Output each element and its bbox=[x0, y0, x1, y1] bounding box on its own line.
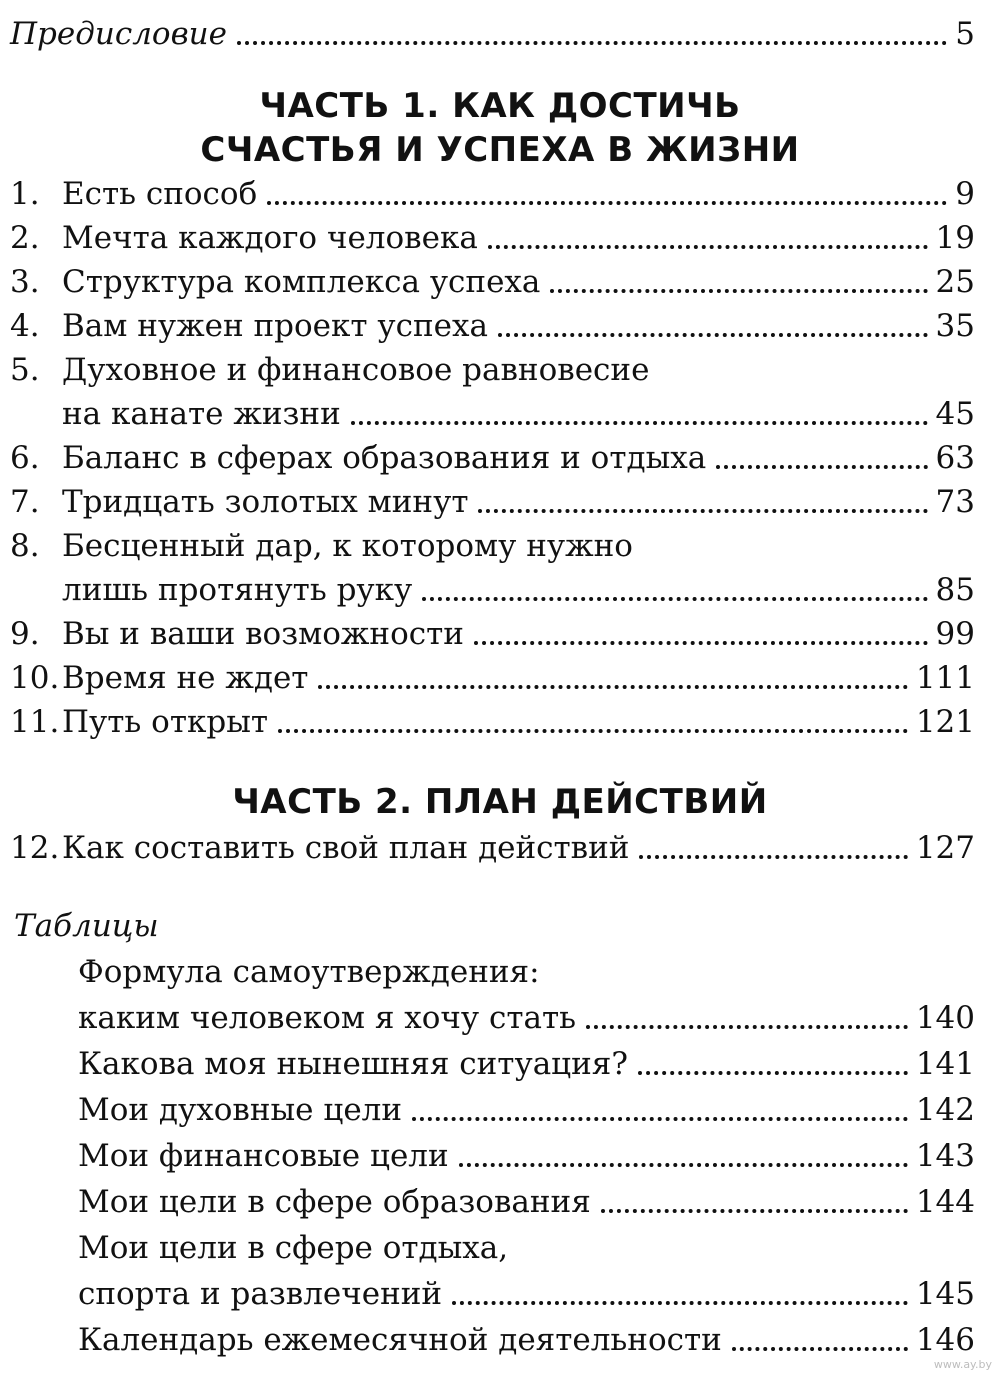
item-title: Время не ждет bbox=[62, 660, 309, 696]
part1-heading-line1: ЧАСТЬ 1. КАК ДОСТИЧЬ bbox=[259, 86, 741, 126]
item-page: 63 bbox=[935, 440, 975, 476]
dot-leader bbox=[474, 641, 928, 645]
item-title: Духовное и финансовое равновесие bbox=[62, 352, 650, 388]
toc-item-6 bbox=[0, 436, 975, 480]
item-title: Мечта каждого человека bbox=[62, 220, 478, 256]
table-item-6-line1 bbox=[78, 1226, 975, 1270]
toc-item-7 bbox=[0, 480, 975, 524]
dot-leader bbox=[639, 855, 907, 859]
toc-item-9 bbox=[0, 612, 975, 656]
toc-item-3 bbox=[0, 260, 975, 304]
dot-leader bbox=[452, 1301, 908, 1305]
table-item-7 bbox=[78, 1318, 975, 1362]
dot-leader bbox=[586, 1025, 908, 1029]
item-title: Есть способ bbox=[62, 176, 258, 212]
item-page: 127 bbox=[915, 830, 975, 866]
dot-leader bbox=[550, 289, 927, 293]
dot-leader bbox=[412, 1117, 908, 1121]
item-title-continued: лишь протянуть руку bbox=[62, 572, 413, 608]
preface-page: 5 bbox=[955, 16, 975, 52]
table-page: 145 bbox=[915, 1276, 975, 1312]
item-title-continued: на канате жизни bbox=[62, 396, 341, 432]
item-title: Вам нужен проект успеха bbox=[62, 308, 488, 344]
toc-item-12 bbox=[0, 826, 975, 870]
table-title: Мои духовные цели bbox=[78, 1092, 403, 1128]
tables-section-label: Таблицы bbox=[14, 908, 159, 944]
table-title: Мои финансовые цели bbox=[78, 1138, 449, 1174]
item-page: 25 bbox=[935, 264, 975, 300]
table-item-1-line2 bbox=[78, 996, 975, 1040]
table-page: 140 bbox=[915, 1000, 975, 1036]
dot-leader bbox=[278, 729, 908, 733]
dot-leader bbox=[478, 509, 927, 513]
item-page: 121 bbox=[915, 704, 975, 740]
item-number: 12. bbox=[10, 830, 60, 866]
item-page: 85 bbox=[935, 572, 975, 608]
toc-item-10 bbox=[0, 656, 975, 700]
table-item-6-line2 bbox=[78, 1272, 975, 1316]
item-number: 5. bbox=[10, 352, 40, 388]
item-number: 7. bbox=[10, 484, 40, 520]
dot-leader bbox=[351, 421, 928, 425]
item-number: 8. bbox=[10, 528, 40, 564]
item-number: 1. bbox=[10, 176, 40, 212]
part1-heading-line2: СЧАСТЬЯ И УСПЕХА В ЖИЗНИ bbox=[200, 130, 800, 170]
table-title: Формула самоутверждения: bbox=[78, 954, 540, 990]
toc-item-2 bbox=[0, 216, 975, 260]
watermark: www.ay.by bbox=[933, 1358, 992, 1371]
toc-item-5-line2 bbox=[0, 392, 975, 436]
table-item-1-line1 bbox=[78, 950, 975, 994]
item-number: 10. bbox=[10, 660, 60, 696]
item-page: 99 bbox=[935, 616, 975, 652]
item-number: 3. bbox=[10, 264, 40, 300]
table-page: 143 bbox=[915, 1138, 975, 1174]
item-number: 4. bbox=[10, 308, 40, 344]
dot-leader bbox=[318, 685, 907, 689]
dot-leader bbox=[732, 1347, 908, 1351]
table-item-4 bbox=[78, 1134, 975, 1178]
item-title: Бесценный дар, к которому нужно bbox=[62, 528, 633, 564]
item-title: Баланс в сферах образования и отдыха bbox=[62, 440, 707, 476]
item-number: 2. bbox=[10, 220, 40, 256]
part2-heading: ЧАСТЬ 2. ПЛАН ДЕЙСТВИЙ bbox=[232, 782, 768, 822]
toc-preface-row bbox=[0, 12, 975, 56]
table-title: Мои цели в сфере отдыха, bbox=[78, 1230, 509, 1266]
table-title: Календарь ежемесячной деятельности bbox=[78, 1322, 722, 1358]
item-page: 19 bbox=[935, 220, 975, 256]
dot-leader bbox=[601, 1209, 908, 1213]
item-number: 11. bbox=[10, 704, 60, 740]
toc-item-8-line2 bbox=[0, 568, 975, 612]
item-title: Как составить свой план действий bbox=[62, 830, 630, 866]
toc-item-11 bbox=[0, 700, 975, 744]
dot-leader bbox=[267, 201, 947, 205]
table-title: Мои цели в сфере образования bbox=[78, 1184, 591, 1220]
preface-title: Предисловие bbox=[10, 16, 227, 52]
item-number: 6. bbox=[10, 440, 40, 476]
item-title: Тридцать золотых минут bbox=[62, 484, 469, 520]
dot-leader bbox=[237, 41, 947, 45]
dot-leader bbox=[498, 333, 928, 337]
toc-item-8-line1 bbox=[0, 524, 975, 568]
table-title-continued: спорта и развлечений bbox=[78, 1276, 443, 1312]
item-title: Вы и ваши возможности bbox=[62, 616, 464, 652]
table-item-2 bbox=[78, 1042, 975, 1086]
table-title-continued: каким человеком я хочу стать bbox=[78, 1000, 577, 1036]
item-page: 35 bbox=[935, 308, 975, 344]
item-page: 111 bbox=[915, 660, 975, 696]
dot-leader bbox=[716, 465, 927, 469]
table-item-5 bbox=[78, 1180, 975, 1224]
item-page: 73 bbox=[935, 484, 975, 520]
item-title: Путь открыт bbox=[62, 704, 269, 740]
table-item-3 bbox=[78, 1088, 975, 1132]
dot-leader bbox=[459, 1163, 908, 1167]
toc-item-5-line1 bbox=[0, 348, 975, 392]
dot-leader bbox=[638, 1071, 908, 1075]
item-page: 9 bbox=[955, 176, 975, 212]
table-title: Какова моя нынешняя ситуация? bbox=[78, 1046, 628, 1082]
item-title: Структура комплекса успеха bbox=[62, 264, 541, 300]
toc-item-1 bbox=[0, 172, 975, 216]
dot-leader bbox=[422, 597, 927, 601]
toc-item-4 bbox=[0, 304, 975, 348]
table-page: 144 bbox=[915, 1184, 975, 1220]
item-number: 9. bbox=[10, 616, 40, 652]
item-page: 45 bbox=[935, 396, 975, 432]
dot-leader bbox=[488, 245, 928, 249]
table-page: 141 bbox=[915, 1046, 975, 1082]
table-page: 146 bbox=[915, 1322, 975, 1358]
table-page: 142 bbox=[915, 1092, 975, 1128]
